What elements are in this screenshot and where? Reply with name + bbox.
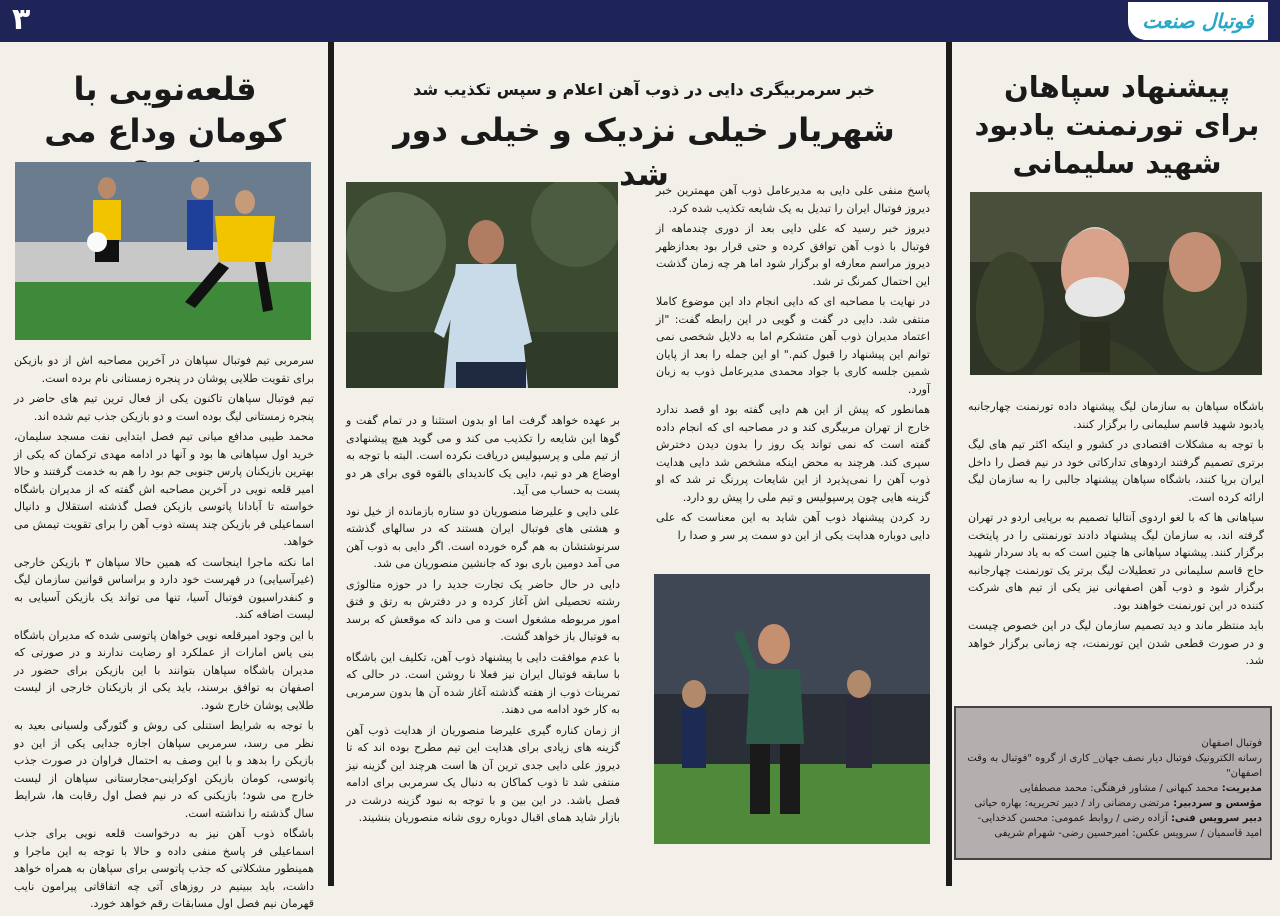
paragraph: محمد طیبی مدافع میانی تیم فصل ابتدایی نفت مسجد سلیمان، خرید اول سپاهانی ها بود و آنها در ادامه مهدی ترکمان که یکی از بهترین بازیکنان پارس جنوبی جم بود را هم به خدمت گرفتند و حالا امیر قلعه نویی در آخرین مصاحبه اش گفته که از مدیران باشگاه خواسته تا آبادانا پاتوسی بازیکن فصل گذشته استقلال و دانیال اسماعیلی فر بازیکن چند پسته ذوب آهن را برای تقویت تیمش می خواهد. [14,430,314,548]
credit-line: مؤسس و سردبیر: مرتضی رمضانی راد / دبیر تحریریه: بهاره حیاتی [974,798,1262,809]
paragraph: از زمان کناره گیری علیرضا منصوریان از هدایت ذوب آهن گزینه های زیادی برای هدایت این تیم مطرح بوده اند که تا دیروز علی دایی جدی ترین آن ها است هرچند این گزینه نیز منتفی شد تا ذوب کماکان به دنبال یک سرمربی برای ادامه فصل باشد. در این بین و با توجه به نبود گزینه درشت در بازار شاید همای اقبال دوباره روی شانه منصوریان بنشیند. [346,723,620,824]
left-article-body [14,352,314,916]
right-article-body [968,398,1264,673]
middle-article-col2 [346,412,620,830]
credits-box [954,706,1272,860]
paragraph: با توجه به مشکلات اقتصادی در کشور و اینکه اکثر تیم های لیگ برتری تصمیم گرفتند اردوهای تدارکاتی خود در نیم فصل را داخل ایران برپا کنند، باشگاه سپاهان پیشنهاد جالبی را به سازمان لیگ ارائه کرده است. [968,438,1264,504]
credit-line: مدیریت: محمد کبهانی / مشاور فرهنگی: محمد مصطفایی [1019,783,1262,794]
paragraph: بر عهده خواهد گرفت اما او بدون استثنا و در تمام گفت و گوها این شایعه را تکذیب می کند و می گوید هیچ پیشنهادی از تیم ملی و پرسپولیس دریافت نکرده است. البته با توجه به اوضاع هر دو تیم، دایی یک کاندیدای بالقوه قوی برای هر دو پست به حساب می آید. [346,414,620,497]
middle-article-col1 [656,182,930,547]
middle-article-kicker: خبر سرمربیگری دایی در ذوب آهن اعلام و سپس تکذیب شد [413,80,875,99]
paragraph: سرمربی تیم فوتبال سپاهان در آخرین مصاحبه اش از دو بازیکن برای تقویت طلایی پوشان در پنجره زمستانی نام برده است. [14,354,314,385]
credit-line: رسانه الکترونیک فوتبال دیار نصف جهان_ کاری از گروه "فوتبال به وقت اصفهان" [967,753,1262,779]
paragraph: باید منتظر ماند و دید تصمیم سازمان لیگ در این خصوص چیست و در صورت قطعی شدن این تورنمنت، چه زمانی برگزار خواهد شد. [968,619,1264,667]
sepahan-match-photo-image [15,162,311,340]
middle-article [334,42,946,886]
mansourian-photo-image [654,574,930,844]
middle-article-title: شهریار خیلی نزدیک و خیلی دور شد [393,111,895,193]
paragraph: پاسخ منفی علی دایی به مدیرعامل ذوب آهن مهمترین خبر دیروز فوتبال ایران را تبدیل به یک شایعه تکذیب شده کرد. [656,184,930,215]
paragraph: با این وجود امیرقلعه نویی خواهان پاتوسی شده که مدیران باشگاه بنی یاس امارات از عملکرد او رضایت ندارند و در صورتی که مدیران باشگاه سپاهان بتوانند با این بازیکن برای حضور در اصفهان به توافق برسند، باید یکی از بازیکنان خارجی از لیست طلایی پوشان خارج شود. [14,628,314,712]
paragraph: اما نکته ماجرا اینجاست که همین حالا سپاهان ۳ بازیکن خارجی (غیرآسیایی) در فهرست خود دارد و براساس قوانین سازمان لیگ و کنفدراسیون فوتبال آسیا، تنها می تواند یک بازیکن آسیایی به لیست اضافه کند. [14,555,314,621]
sepahan-match-photo [15,162,311,340]
paragraph: با عدم موافقت دایی با پیشنهاد ذوب آهن، تکلیف این باشگاه با سابقه فوتبال ایران نیز فعلا نا روشن است. در حالی که تمرینات ذوب از هفته گذشته آغاز شده آن ها بدون سرمربی به کار خود ادامه می دهند. [346,650,620,716]
soleimani-photo [970,192,1262,375]
left-article [0,42,328,910]
paragraph: علی دایی و علیرضا منصوریان دو ستاره بازمانده از خیل نود و هشتی های فوتبال ایران هستند که در سالهای گذشته سرنوشتشان به هم گره خورده است. اگر دایی به ذوب آهن می آمد دومین باری بود که جانشین منصوریان می شد. [346,504,620,570]
paragraph: دیروز خبر رسید که علی دایی بعد از دوری چندماهه از فوتبال با ذوب آهن توافق کرده و حتی قرار بود بعدازظهر دیروز مراسم معارفه او برگزار شود اما هر چه زمان گذشت این احتمال کمرنگ تر شد. [656,222,930,288]
right-article-title: پیشنهاد سپاهان برای تورنمنت یادبود شهید سلیمانی [974,70,1260,180]
paragraph: باشگاه ذوب آهن نیز به درخواست قلعه نویی برای جذب اسماعیلی فر پاسخ منفی داده و حالا با توجه به این ماجرا و همینطور مشکلاتی که جذب پاتوسی برای سپاهان به همراه خواهد داشت، باید ببینیم در روزهای آتی چه اتفاقاتی پیرامون نایب قهرمان نیم فصل اول مسابقات رقم خواهد خورد. [14,827,314,910]
paragraph: با توجه به شرایط استنلی کی روش و گئورگی ولسیانی بعید به نظر می رسد، سرمربی سپاهان اجازه جدایی یکی از این دو بازیکن را بدهد و با این وصف به احتمال فراوان در صورت جذب پاتوسی، کومان بازیکن اوکراینی-مجارستانی سپاهان از لیست خارج می شود؛ بازیکنی که در نیم فصل اول رقابت ها، شرایط سال گذشته را نداشته است. [14,719,314,820]
paragraph: در نهایت با مصاحبه ای که دایی انجام داد این موضوع کاملا منتفی شد. دایی در گفت و گویی در این رابطه گفت: "از اعتماد مدیران ذوب آهن متشکرم اما به دلایل شخصی نمی توانم این پیشنهاد را قبول کنم." او این جمله را بعد از پایان شمین جلسه کاری با جواد محمدی مدیرعامل ذوب به زبان آورد. [656,295,930,396]
paragraph: دایی در حال حاضر یک تجارت جدید را در حوزه متالوژی رشته تحصیلی اش آغاز کرده و در دفترش به رتق و فتق امور مربوطه مشغول است و می داند که موقعش که برسد به فوتبال باز خواهد گشت. [346,577,620,643]
daei-photo [346,182,618,388]
mansourian-photo [654,574,930,844]
paragraph: باشگاه سپاهان به سازمان لیگ پیشنهاد داده تورنمنت چهارجانبه یادبود شهید قاسم سلیمانی را برگزار کنند. [968,400,1264,431]
soleimani-photo-image [970,192,1262,375]
credit-line: فوتبال اصفهان [1201,738,1262,749]
paragraph: سپاهانی ها که با لغو اردوی آنتالیا تصمیم به برپایی اردو در تهران گرفته اند، به سازمان لیگ پیشنهاد دادند تورنمنتی را در پایتخت برگزار کنند. پیشنهاد سپاهانی ها چنین است که به یاد سردار شهید حاج قاسم سلیمانی در تعطیلات لیگ برتر یک تورنمنت چهارجانبه برگزار شود و ذوب آهن اصفهانی نیز یکی از تیم های شرکت کننده در این تورنمنت خواهند بود. [968,511,1264,612]
page-number: ۳ [12,2,31,37]
paragraph: تیم فوتبال سپاهان تاکنون یکی از فعال ترین تیم های حاضر در پنجره زمستانی لیگ بوده است و دو بازیکن جذب تیم شده اند. [14,392,314,423]
masthead-logo: فوتبال صنعت [1128,2,1268,40]
paragraph: رد کردن پیشنهاد ذوب آهن شاید به این معناست که علی دایی دوباره هدایت یکی از این دو سمت پر سر و صدا را [656,511,930,542]
paragraph: همانطور که پیش از این هم دایی گفته بود او قصد ندارد خارج از تهران مربیگری کند و در مصاحبه ای که انجام داده گفته است که نمی تواند یک روز را بدون دیدن دخترش سپری کند. هرچند به محض اینکه مشخص شد دایی هدایت ذوب آهن را نمی‌پذیرد از این شایعات پررنگ تر شد که او گزینه هایی چون پرسپولیس و تیم ملی را پیش رو دارد. [656,403,930,504]
daei-photo-image [346,182,618,388]
credit-line: دبیر سرویس فنی: آزاده رضی / روابط عمومی: محسن کدخدایی- امید قاسمیان / سرویس عکس: امیرحسین رضی- شهرام شریفی [977,813,1262,839]
left-article-title: قلعه‌نویی با کومان وداع می [44,70,286,150]
top-bar [0,0,1280,42]
